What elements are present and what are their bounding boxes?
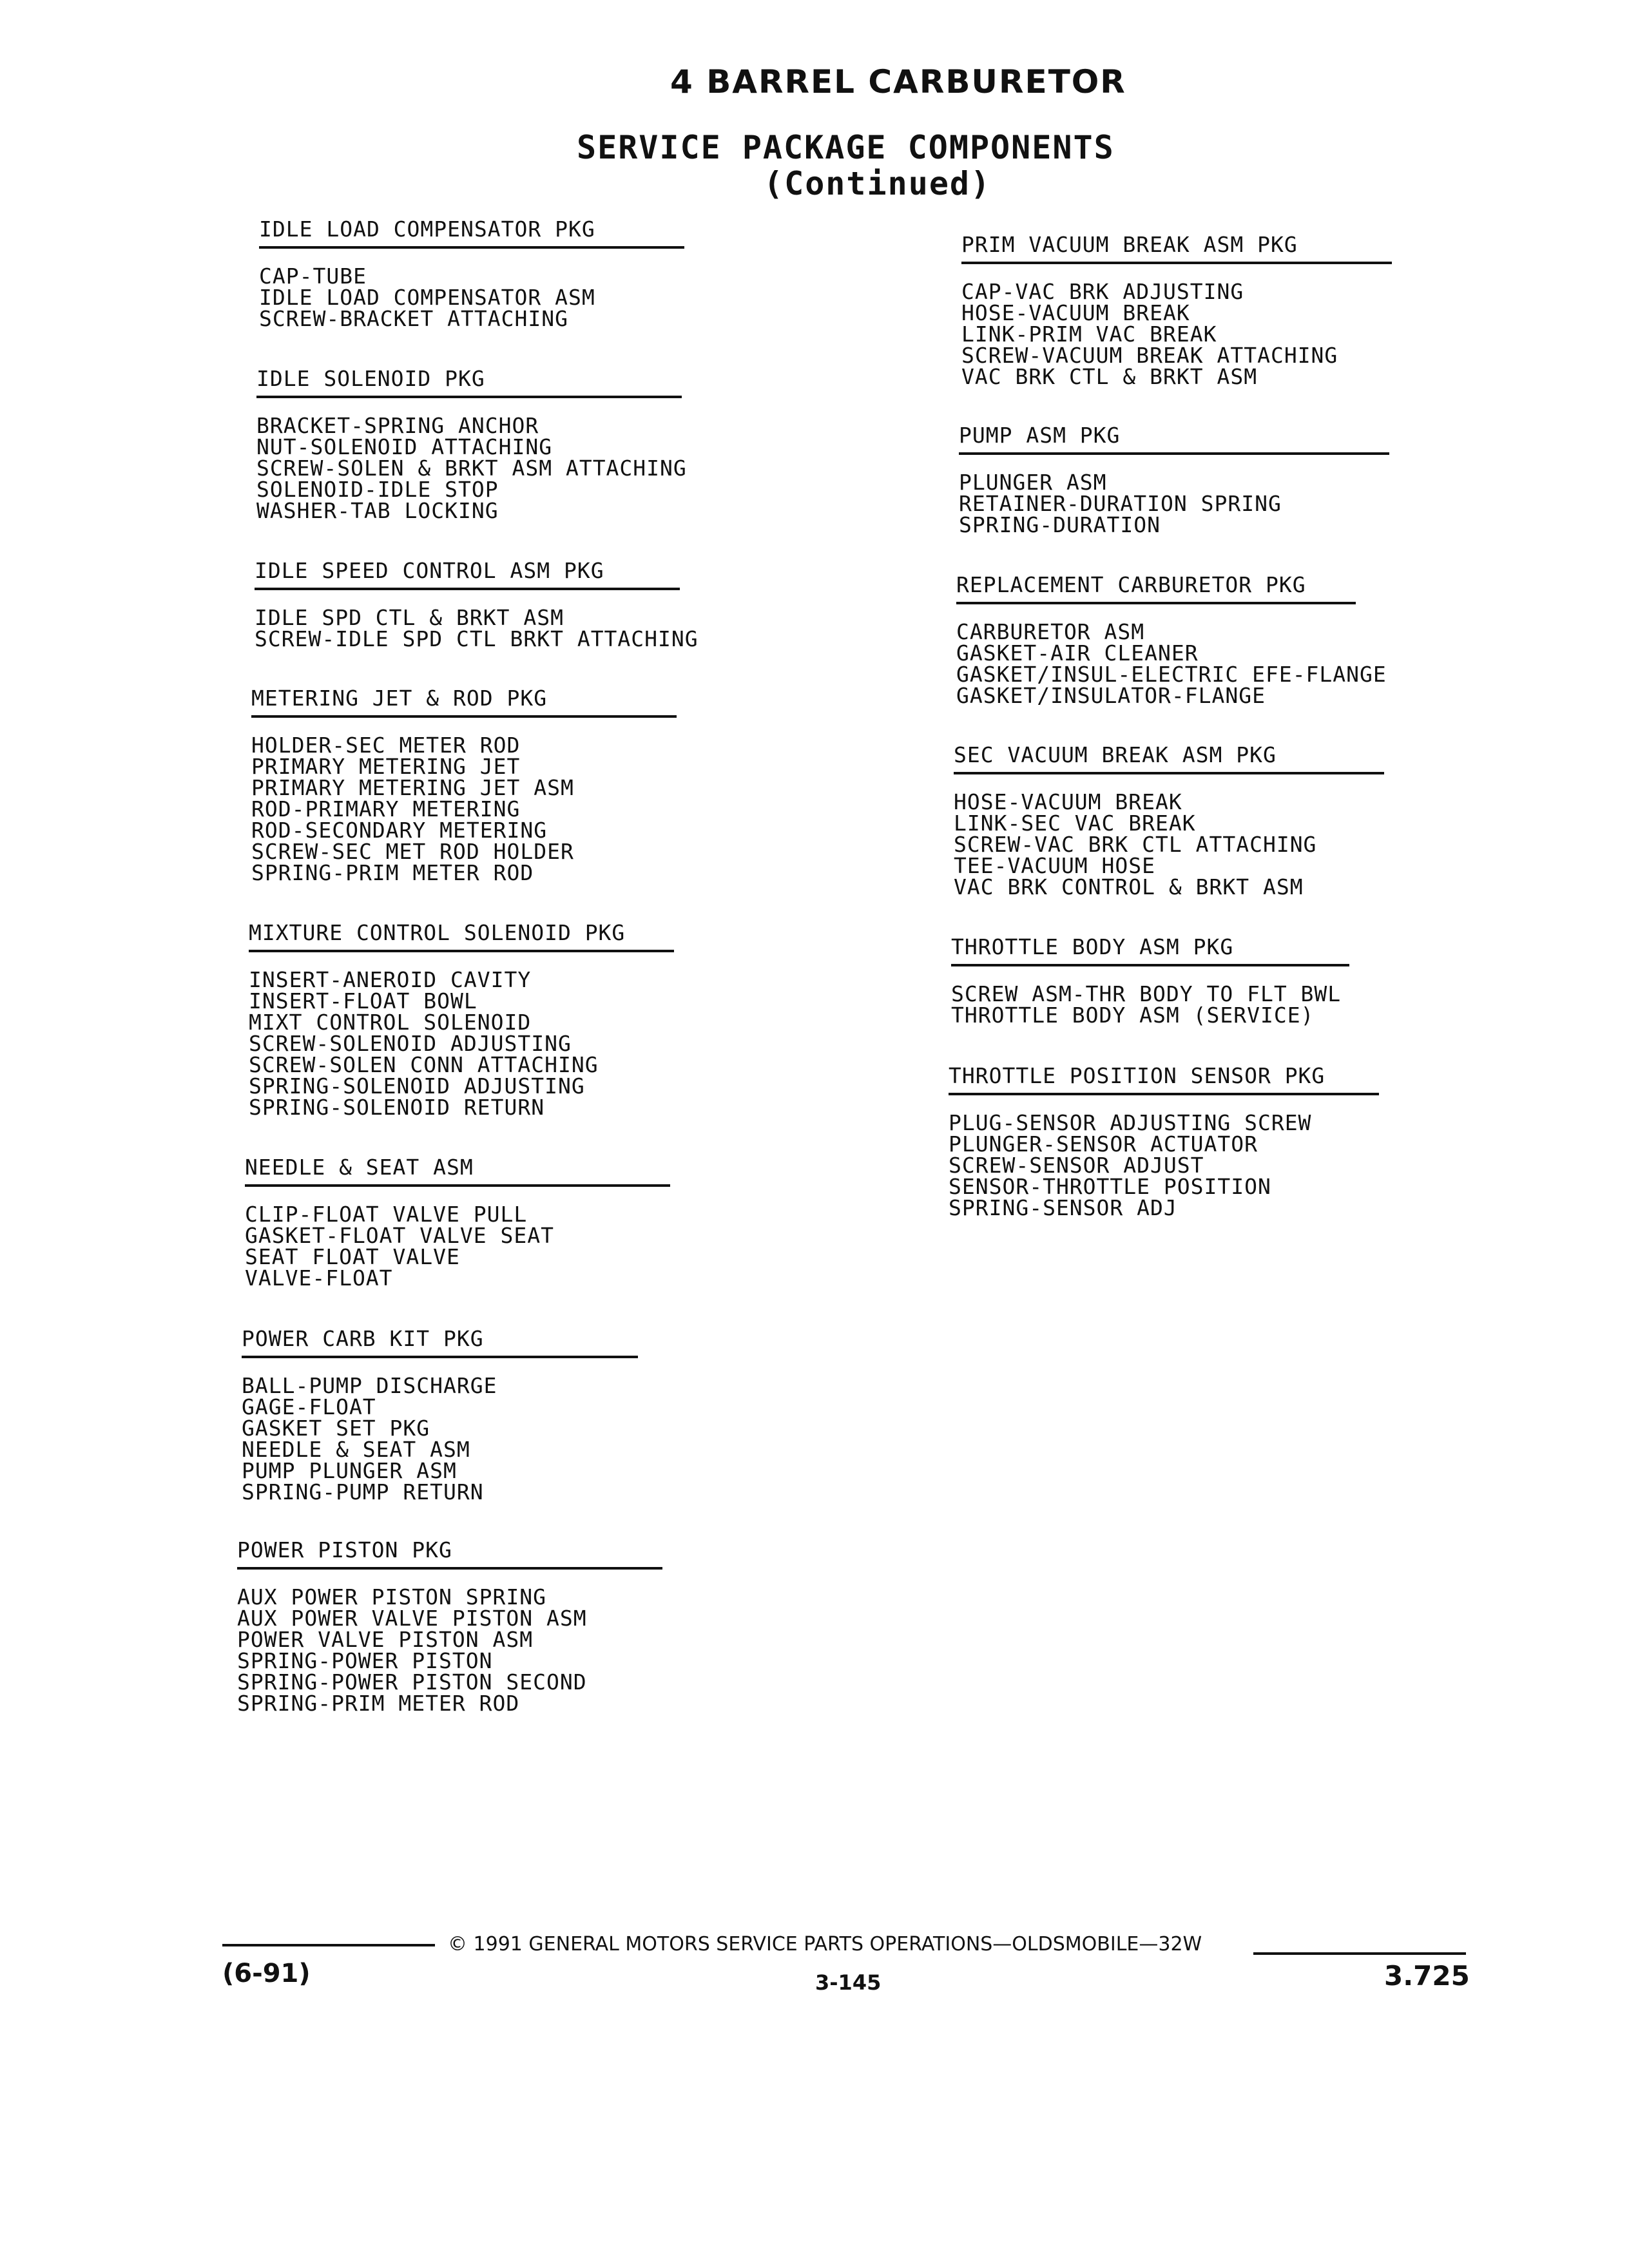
- list-item: BRACKET-SPRING ANCHOR: [256, 413, 539, 438]
- package-items: [956, 619, 1387, 708]
- list-item: PRIMARY METERING JET: [251, 754, 521, 779]
- package-items: [245, 1204, 670, 1289]
- package-items: [249, 969, 674, 1118]
- package-divider: [242, 1356, 638, 1358]
- list-item: GASKET SET PKG: [242, 1416, 430, 1441]
- list-item: POWER VALVE PISTON ASM: [237, 1627, 534, 1652]
- list-item: SCREW ASM-THR BODY TO FLT BWL: [951, 981, 1342, 1006]
- package-items: [237, 1586, 662, 1714]
- package-items: [251, 735, 677, 883]
- package-block: [237, 1539, 662, 1714]
- package-block: [259, 218, 684, 329]
- package-block: [242, 1327, 638, 1503]
- package-divider: [259, 246, 684, 249]
- package-block: [954, 744, 1384, 898]
- list-item: VAC BRK CONTROL & BRKT ASM: [954, 874, 1304, 899]
- list-item: TEE-VACUUM HOSE: [954, 853, 1156, 878]
- package-items: [255, 605, 699, 651]
- list-item: SPRING-SOLENOID ADJUSTING: [249, 1073, 585, 1099]
- list-item: CARBURETOR ASM: [956, 619, 1145, 644]
- package-title: POWER CARB KIT PKG: [242, 1326, 484, 1351]
- page-subtitle-continued: (Continued): [764, 165, 992, 202]
- package-items: [951, 983, 1349, 1026]
- list-item: IDLE SPD CTL & BRKT ASM: [255, 605, 564, 630]
- package-divider: [951, 964, 1349, 966]
- list-item: AUX POWER PISTON SPRING: [237, 1584, 546, 1610]
- page-subtitle: SERVICE PACKAGE COMPONENTS: [577, 129, 1115, 166]
- list-item: THROTTLE BODY ASM (SERVICE): [951, 1003, 1315, 1028]
- package-block: [255, 558, 699, 651]
- list-item: SCREW-VAC BRK CTL ATTACHING: [954, 832, 1317, 857]
- list-item: ROD-SECONDARY METERING: [251, 818, 548, 843]
- list-item: ROD-PRIMARY METERING: [251, 796, 521, 822]
- list-item: WASHER-TAB LOCKING: [256, 498, 499, 523]
- list-item: SPRING-SENSOR ADJ: [949, 1195, 1177, 1220]
- list-item: SPRING-PRIM METER ROD: [237, 1691, 520, 1716]
- list-item: SPRING-PRIM METER ROD: [251, 860, 534, 885]
- package-block: [245, 1156, 670, 1289]
- package-title: IDLE SOLENOID PKG: [256, 366, 485, 391]
- package-items: [961, 281, 1392, 387]
- package-divider: [949, 1093, 1379, 1095]
- list-item: GAGE-FLOAT: [242, 1394, 376, 1419]
- list-item: SPRING-DURATION: [959, 512, 1161, 537]
- package-block: [256, 366, 687, 523]
- package-block: [956, 572, 1387, 708]
- list-item: AUX POWER VALVE PISTON ASM: [237, 1606, 587, 1631]
- package-block: [251, 687, 677, 883]
- list-item: INSERT-ANEROID CAVITY: [249, 967, 532, 992]
- list-item: GASKET-FLOAT VALVE SEAT: [245, 1223, 554, 1248]
- list-item: SOLENOID-IDLE STOP: [256, 477, 499, 502]
- list-item: IDLE LOAD COMPENSATOR ASM: [259, 285, 595, 310]
- footer-rule-right: [1253, 1952, 1466, 1955]
- footer-page-number: 3-145: [815, 1970, 882, 1995]
- list-item: SEAT FLOAT VALVE: [245, 1244, 460, 1269]
- list-item: SCREW-VACUUM BREAK ATTACHING: [961, 343, 1338, 368]
- package-divider: [959, 452, 1389, 455]
- footer-copyright: © 1991 GENERAL MOTORS SERVICE PARTS OPERATIONS—OLDSMOBILE—32W: [448, 1933, 1202, 1956]
- package-block: [951, 936, 1349, 1026]
- list-item: LINK-SEC VAC BREAK: [954, 811, 1196, 836]
- package-title: IDLE SPEED CONTROL ASM PKG: [255, 558, 604, 583]
- list-item: SPRING-POWER PISTON: [237, 1648, 493, 1673]
- list-item: SENSOR-THROTTLE POSITION: [949, 1174, 1271, 1199]
- list-item: MIXT CONTROL SOLENOID: [249, 1010, 532, 1035]
- list-item: BALL-PUMP DISCHARGE: [242, 1373, 497, 1398]
- list-item: SCREW-IDLE SPD CTL BRKT ATTACHING: [255, 626, 699, 651]
- package-divider: [961, 262, 1392, 264]
- list-item: PUMP PLUNGER ASM: [242, 1458, 457, 1483]
- package-block: [959, 424, 1389, 535]
- package-block: [949, 1064, 1379, 1218]
- package-divider: [256, 396, 682, 398]
- list-item: VAC BRK CTL & BRKT ASM: [961, 364, 1258, 389]
- package-divider: [251, 715, 677, 718]
- list-item: SCREW-SOLEN CONN ATTACHING: [249, 1052, 599, 1077]
- package-title: NEEDLE & SEAT ASM: [245, 1155, 474, 1180]
- list-item: SPRING-PUMP RETURN: [242, 1479, 484, 1504]
- package-divider: [255, 588, 680, 590]
- package-title: POWER PISTON PKG: [237, 1537, 452, 1562]
- package-items: [959, 472, 1389, 535]
- list-item: CAP-VAC BRK ADJUSTING: [961, 279, 1244, 304]
- list-item: SCREW-SOLENOID ADJUSTING: [249, 1031, 572, 1056]
- list-item: GASKET/INSUL-ELECTRIC EFE-FLANGE: [956, 662, 1387, 687]
- footer-section-number: 3.725: [1384, 1960, 1470, 1992]
- package-title: PRIM VACUUM BREAK ASM PKG: [961, 232, 1298, 257]
- package-items: [259, 265, 684, 329]
- package-divider: [237, 1567, 662, 1570]
- list-item: HOSE-VACUUM BREAK: [961, 300, 1190, 325]
- package-block: [961, 233, 1392, 387]
- package-title: SEC VACUUM BREAK ASM PKG: [954, 742, 1277, 767]
- list-item: LINK-PRIM VAC BREAK: [961, 322, 1217, 347]
- package-items: [256, 413, 687, 523]
- package-divider: [245, 1184, 670, 1187]
- list-item: HOLDER-SEC METER ROD: [251, 733, 521, 758]
- list-item: PRIMARY METERING JET ASM: [251, 775, 574, 800]
- package-title: MIXTURE CONTROL SOLENOID PKG: [249, 920, 626, 945]
- package-divider: [249, 950, 674, 952]
- list-item: SCREW-SENSOR ADJUST: [949, 1153, 1204, 1178]
- package-title: METERING JET & ROD PKG: [251, 686, 548, 711]
- page-title: 4 BARREL CARBURETOR: [670, 63, 1126, 101]
- footer-date-code: (6-91): [222, 1959, 311, 1988]
- list-item: VALVE-FLOAT: [245, 1265, 393, 1291]
- package-divider: [954, 772, 1384, 774]
- list-item: SCREW-BRACKET ATTACHING: [259, 306, 568, 331]
- list-item: HOSE-VACUUM BREAK: [954, 789, 1182, 814]
- package-block: [249, 921, 674, 1118]
- package-title: IDLE LOAD COMPENSATOR PKG: [259, 216, 595, 242]
- package-title: PUMP ASM PKG: [959, 423, 1121, 448]
- package-items: [242, 1375, 638, 1503]
- footer-rule-left: [222, 1944, 435, 1946]
- package-title: REPLACEMENT CARBURETOR PKG: [956, 572, 1306, 597]
- list-item: RETAINER-DURATION SPRING: [959, 491, 1282, 516]
- package-items: [949, 1112, 1379, 1218]
- list-item: PLUNGER ASM: [959, 470, 1107, 495]
- list-item: INSERT-FLOAT BOWL: [249, 988, 477, 1014]
- list-item: CAP-TUBE: [259, 264, 367, 289]
- list-item: NEEDLE & SEAT ASM: [242, 1437, 470, 1462]
- package-divider: [956, 602, 1356, 604]
- package-title: THROTTLE POSITION SENSOR PKG: [949, 1063, 1325, 1088]
- list-item: PLUG-SENSOR ADJUSTING SCREW: [949, 1110, 1312, 1135]
- list-item: SPRING-SOLENOID RETURN: [249, 1095, 545, 1120]
- package-items: [954, 791, 1384, 898]
- package-title: THROTTLE BODY ASM PKG: [951, 934, 1234, 959]
- list-item: SCREW-SEC MET ROD HOLDER: [251, 839, 574, 864]
- list-item: GASKET-AIR CLEANER: [956, 640, 1199, 666]
- list-item: SPRING-POWER PISTON SECOND: [237, 1669, 587, 1695]
- list-item: CLIP-FLOAT VALVE PULL: [245, 1202, 528, 1227]
- list-item: SCREW-SOLEN & BRKT ASM ATTACHING: [256, 456, 687, 481]
- list-item: NUT-SOLENOID ATTACHING: [256, 434, 553, 459]
- list-item: GASKET/INSULATOR-FLANGE: [956, 683, 1266, 708]
- list-item: PLUNGER-SENSOR ACTUATOR: [949, 1131, 1258, 1157]
